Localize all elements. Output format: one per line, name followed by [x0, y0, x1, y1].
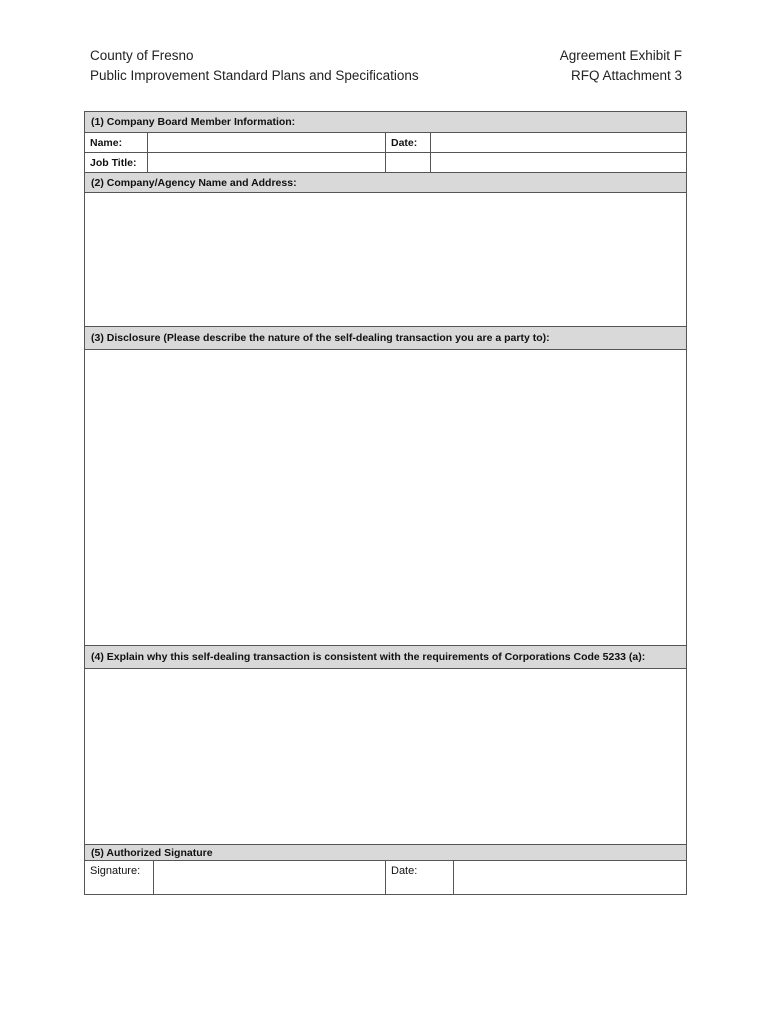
signature-date-label: Date:	[386, 861, 454, 894]
section3-title: (3) Disclosure (Please describe the nature of the self-dealing transaction you are a party to):	[91, 332, 550, 344]
section5-header	[85, 845, 686, 861]
signature-label: Signature:	[85, 861, 154, 894]
signature-field[interactable]	[154, 861, 386, 894]
attachment-label: RFQ Attachment 3	[570, 68, 682, 83]
signature-date-field[interactable]	[454, 861, 686, 894]
section1-header	[85, 112, 686, 133]
section2-header	[85, 173, 686, 193]
header-right	[560, 46, 682, 86]
job-title-row	[85, 153, 686, 173]
job-title-label: Job Title:	[85, 153, 148, 172]
job-title-spacer	[386, 153, 431, 172]
section4-title: (4) Explain why this self-dealing transaction is consistent with the requirements of Corporations Code 5233 (a):	[91, 651, 646, 663]
name-date-row	[85, 133, 686, 153]
disclosure-field[interactable]	[85, 350, 686, 646]
section5-title: (5) Authorized Signature	[91, 846, 213, 859]
section3-header	[85, 327, 686, 350]
exhibit-label: Agreement Exhibit F	[559, 48, 682, 63]
section4-header	[85, 646, 686, 669]
name-field[interactable]	[148, 133, 386, 152]
job-title-extra-field[interactable]	[431, 153, 686, 172]
date-field[interactable]	[431, 133, 686, 152]
document-title: Public Improvement Standard Plans and Specifications	[90, 68, 419, 83]
date-label: Date:	[386, 133, 431, 152]
county-name: County of Fresno	[90, 48, 194, 63]
job-title-field[interactable]	[148, 153, 386, 172]
header-left	[90, 46, 419, 86]
explanation-field[interactable]	[85, 669, 686, 845]
section2-title: (2) Company/Agency Name and Address:	[91, 176, 297, 189]
section1-title: (1) Company Board Member Information:	[91, 116, 296, 128]
disclosure-form	[84, 111, 687, 895]
name-label: Name:	[85, 133, 148, 152]
signature-row	[85, 861, 686, 894]
company-address-field[interactable]	[85, 193, 686, 327]
